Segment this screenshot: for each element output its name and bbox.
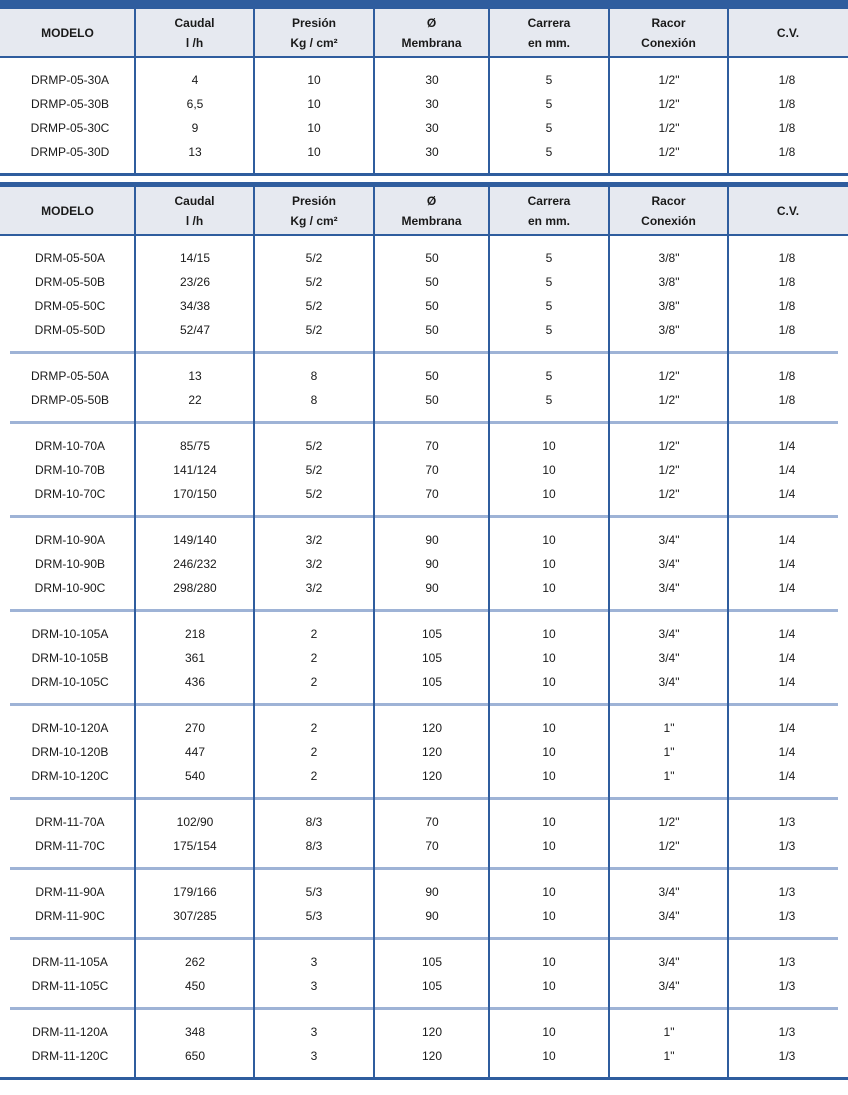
cell-racor: 1" [663, 745, 675, 759]
cell-cv: 1/3 [778, 909, 796, 923]
cell-carrera: 10 [542, 675, 556, 689]
cell-cv: 1/4 [778, 581, 796, 595]
header-presion-line: Kg / cm² [290, 213, 338, 228]
cell-cv: 1/4 [778, 769, 796, 783]
cell-presion: 3 [310, 979, 318, 993]
table-row [0, 246, 848, 270]
cell-caudal: 102/90 [176, 815, 214, 829]
cell-modelo: DRMP-05-30C [30, 121, 110, 135]
cell-modelo: DRM-10-120C [31, 769, 109, 783]
column-divider [608, 187, 610, 1077]
cell-membrana: 70 [425, 439, 439, 453]
cell-carrera: 10 [542, 651, 556, 665]
cell-modelo: DRM-11-120A [32, 1025, 108, 1039]
header-cv-line: C.V. [776, 203, 800, 218]
table-row [0, 388, 848, 412]
header-caudal-line: l /h [185, 35, 204, 50]
cell-presion: 10 [307, 97, 321, 111]
cell-carrera: 10 [542, 463, 556, 477]
bottom-border [0, 173, 848, 176]
table-row [0, 646, 848, 670]
cell-modelo: DRMP-05-30A [30, 73, 110, 87]
table-row [0, 482, 848, 506]
header-carrera-line: en mm. [527, 35, 570, 50]
cell-racor: 1/2" [658, 73, 680, 87]
column-divider [253, 187, 255, 1077]
cell-caudal: 262 [184, 955, 206, 969]
cell-caudal: 218 [184, 627, 206, 641]
cell-presion: 3/2 [305, 533, 323, 547]
cell-caudal: 14/15 [179, 251, 211, 265]
header-membrana-line: Membrana [401, 213, 462, 228]
cell-cv: 1/3 [778, 955, 796, 969]
cell-racor: 1/2" [658, 839, 680, 853]
header-membrana [374, 9, 489, 56]
table-row [0, 622, 848, 646]
cell-racor: 1/2" [658, 487, 680, 501]
cell-carrera: 10 [542, 745, 556, 759]
cell-presion: 5/2 [305, 275, 323, 289]
cell-modelo: DRM-11-70C [35, 839, 105, 853]
cell-membrana: 120 [421, 1025, 443, 1039]
cell-membrana: 90 [425, 533, 439, 547]
cell-membrana: 90 [425, 557, 439, 571]
cell-cv: 1/4 [778, 627, 796, 641]
cell-cv: 1/3 [778, 979, 796, 993]
cell-presion: 10 [307, 73, 321, 87]
bottom-border [0, 1077, 848, 1080]
cell-carrera: 5 [545, 121, 553, 135]
cell-carrera: 10 [542, 557, 556, 571]
cell-cv: 1/3 [778, 885, 796, 899]
cell-cv: 1/4 [778, 439, 796, 453]
cell-presion: 5/3 [305, 909, 323, 923]
cell-racor: 3/4" [658, 627, 680, 641]
cell-modelo: DRM-11-70A [35, 815, 105, 829]
cell-cv: 1/4 [778, 557, 796, 571]
cell-carrera: 5 [545, 251, 553, 265]
cell-racor: 3/8" [658, 275, 680, 289]
header-modelo-line: MODELO [41, 25, 94, 40]
cell-carrera: 10 [542, 885, 556, 899]
cell-racor: 1/2" [658, 145, 680, 159]
cell-modelo: DRM-10-90B [34, 557, 106, 571]
cell-membrana: 70 [425, 463, 439, 477]
table-row [0, 528, 848, 552]
cell-racor: 1/2" [658, 97, 680, 111]
table-row [0, 116, 848, 140]
header-presion [254, 9, 374, 56]
cell-carrera: 10 [542, 581, 556, 595]
cell-cv: 1/8 [778, 323, 796, 337]
cell-cv: 1/4 [778, 745, 796, 759]
cell-carrera: 5 [545, 275, 553, 289]
cell-modelo: DRM-10-120B [31, 745, 109, 759]
cell-membrana: 50 [425, 369, 439, 383]
table-row [0, 68, 848, 92]
header-cv-line: C.V. [776, 25, 800, 40]
cell-carrera: 10 [542, 439, 556, 453]
cell-caudal: 34/38 [179, 299, 211, 313]
table-row [0, 318, 848, 342]
header-racor-line: Racor [651, 15, 686, 30]
cell-racor: 3/4" [658, 909, 680, 923]
cell-modelo: DRM-05-50A [34, 251, 106, 265]
header-carrera [489, 9, 609, 56]
cell-carrera: 10 [542, 533, 556, 547]
header-carrera-line: Carrera [527, 193, 571, 208]
cell-carrera: 5 [545, 393, 553, 407]
cell-caudal: 540 [184, 769, 206, 783]
cell-caudal: 175/154 [173, 839, 217, 853]
cell-racor: 3/4" [658, 675, 680, 689]
table-row [0, 740, 848, 764]
cell-caudal: 307/285 [173, 909, 217, 923]
table-row [0, 270, 848, 294]
cell-carrera: 10 [542, 721, 556, 735]
cell-membrana: 105 [421, 955, 443, 969]
cell-cv: 1/8 [778, 275, 796, 289]
header-modelo [0, 9, 135, 56]
cell-modelo: DRMP-05-50A [30, 369, 110, 383]
cell-carrera: 10 [542, 487, 556, 501]
cell-modelo: DRM-11-90C [35, 909, 105, 923]
cell-caudal: 6,5 [186, 97, 204, 111]
header-caudal-line: Caudal [174, 193, 215, 208]
cell-racor: 1" [663, 1049, 675, 1063]
cell-carrera: 10 [542, 955, 556, 969]
cell-membrana: 90 [425, 581, 439, 595]
header-presion-line: Presión [291, 15, 336, 30]
cell-modelo: DRM-05-50B [34, 275, 106, 289]
cell-presion: 3/2 [305, 557, 323, 571]
cell-presion: 2 [310, 721, 318, 735]
cell-racor: 3/8" [658, 323, 680, 337]
cell-caudal: 85/75 [179, 439, 211, 453]
table-row [0, 140, 848, 164]
cell-cv: 1/4 [778, 487, 796, 501]
cell-cv: 1/8 [778, 299, 796, 313]
cell-membrana: 30 [425, 97, 439, 111]
cell-presion: 5/2 [305, 487, 323, 501]
cell-presion: 2 [310, 627, 318, 641]
cell-cv: 1/4 [778, 721, 796, 735]
cell-modelo: DRMP-05-30B [30, 97, 110, 111]
cell-racor: 1" [663, 721, 675, 735]
header-membrana [374, 187, 489, 234]
cell-racor: 1" [663, 1025, 675, 1039]
cell-carrera: 10 [542, 909, 556, 923]
cell-membrana: 105 [421, 627, 443, 641]
cell-modelo: DRM-10-120A [31, 721, 109, 735]
header-membrana-line: Ø [426, 193, 437, 208]
cell-cv: 1/4 [778, 675, 796, 689]
cell-racor: 1/2" [658, 121, 680, 135]
cell-caudal: 52/47 [179, 323, 211, 337]
cell-caudal: 447 [184, 745, 206, 759]
cell-modelo: DRMP-05-50B [30, 393, 110, 407]
cell-carrera: 5 [545, 145, 553, 159]
column-divider [373, 9, 375, 173]
cell-carrera: 10 [542, 839, 556, 853]
cell-modelo: DRM-11-105A [32, 955, 108, 969]
table-row [0, 974, 848, 998]
cell-presion: 8 [310, 369, 318, 383]
cell-caudal: 13 [188, 369, 202, 383]
cell-caudal: 650 [184, 1049, 206, 1063]
cell-caudal: 141/124 [173, 463, 217, 477]
column-divider [253, 9, 255, 173]
cell-racor: 1/2" [658, 463, 680, 477]
cell-carrera: 10 [542, 979, 556, 993]
header-carrera-line: Carrera [527, 15, 571, 30]
cell-presion: 5/2 [305, 251, 323, 265]
cell-racor: 3/4" [658, 955, 680, 969]
cell-carrera: 10 [542, 1049, 556, 1063]
cell-carrera: 5 [545, 97, 553, 111]
cell-modelo: DRM-05-50C [34, 299, 106, 313]
table-row [0, 834, 848, 858]
cell-presion: 5/3 [305, 885, 323, 899]
cell-caudal: 149/140 [173, 533, 217, 547]
cell-racor: 1/2" [658, 369, 680, 383]
cell-caudal: 9 [191, 121, 199, 135]
cell-carrera: 10 [542, 769, 556, 783]
header-presion-line: Kg / cm² [290, 35, 338, 50]
cell-membrana: 70 [425, 487, 439, 501]
cell-racor: 3/4" [658, 979, 680, 993]
cell-modelo: DRM-10-105B [31, 651, 109, 665]
header-carrera [489, 187, 609, 234]
header-caudal [135, 9, 254, 56]
cell-presion: 2 [310, 769, 318, 783]
column-divider [608, 9, 610, 173]
cell-cv: 1/4 [778, 533, 796, 547]
table-row [0, 294, 848, 318]
table-row [0, 904, 848, 928]
header-caudal-line: Caudal [174, 15, 215, 30]
cell-presion: 8/3 [305, 839, 323, 853]
header-caudal [135, 187, 254, 234]
cell-cv: 1/3 [778, 815, 796, 829]
cell-racor: 1/2" [658, 815, 680, 829]
table-row [0, 764, 848, 788]
cell-racor: 1/2" [658, 439, 680, 453]
cell-caudal: 270 [184, 721, 206, 735]
cell-carrera: 5 [545, 73, 553, 87]
cell-carrera: 5 [545, 323, 553, 337]
cell-carrera: 5 [545, 369, 553, 383]
cell-membrana: 50 [425, 275, 439, 289]
header-row [0, 187, 848, 234]
table-row [0, 716, 848, 740]
header-membrana-line: Membrana [401, 35, 462, 50]
header-presion-line: Presión [291, 193, 336, 208]
cell-modelo: DRM-10-105C [31, 675, 109, 689]
header-racor-line: Conexión [641, 35, 696, 50]
cell-caudal: 361 [184, 651, 206, 665]
cell-caudal: 246/232 [173, 557, 217, 571]
cell-presion: 5/2 [305, 299, 323, 313]
cell-presion: 10 [307, 121, 321, 135]
cell-caudal: 348 [184, 1025, 206, 1039]
cell-cv: 1/8 [778, 145, 796, 159]
cell-membrana: 105 [421, 675, 443, 689]
cell-membrana: 50 [425, 323, 439, 337]
table-row [0, 458, 848, 482]
cell-modelo: DRM-11-120C [31, 1049, 109, 1063]
cell-membrana: 70 [425, 815, 439, 829]
cell-racor: 3/8" [658, 299, 680, 313]
cell-presion: 5/2 [305, 463, 323, 477]
cell-cv: 1/8 [778, 251, 796, 265]
cell-caudal: 4 [191, 73, 199, 87]
header-cv [728, 187, 848, 234]
cell-modelo: DRM-10-90A [34, 533, 106, 547]
column-divider [488, 187, 490, 1077]
cell-caudal: 170/150 [173, 487, 217, 501]
header-carrera-line: en mm. [527, 213, 570, 228]
header-modelo-line: MODELO [41, 203, 94, 218]
cell-racor: 3/4" [658, 651, 680, 665]
cell-racor: 3/4" [658, 533, 680, 547]
cell-carrera: 10 [542, 1025, 556, 1039]
column-divider [727, 187, 729, 1077]
column-divider [134, 187, 136, 1077]
header-racor [609, 187, 728, 234]
cell-membrana: 70 [425, 839, 439, 853]
cell-presion: 3 [310, 955, 318, 969]
table-row [0, 1020, 848, 1044]
cell-membrana: 90 [425, 885, 439, 899]
cell-cv: 1/4 [778, 651, 796, 665]
header-racor-line: Conexión [641, 213, 696, 228]
cell-presion: 10 [307, 145, 321, 159]
table-row [0, 552, 848, 576]
table-row [0, 950, 848, 974]
cell-modelo: DRM-10-70B [34, 463, 106, 477]
cell-membrana: 50 [425, 299, 439, 313]
table-row [0, 880, 848, 904]
cell-cv: 1/3 [778, 1049, 796, 1063]
cell-membrana: 105 [421, 651, 443, 665]
cell-membrana: 120 [421, 721, 443, 735]
table-row [0, 1044, 848, 1068]
cell-cv: 1/3 [778, 1025, 796, 1039]
cell-membrana: 120 [421, 1049, 443, 1063]
cell-modelo: DRM-11-105C [31, 979, 109, 993]
cell-presion: 2 [310, 675, 318, 689]
cell-membrana: 30 [425, 145, 439, 159]
cell-membrana: 105 [421, 979, 443, 993]
cell-membrana: 120 [421, 769, 443, 783]
cell-caudal: 179/166 [173, 885, 217, 899]
table-row [0, 810, 848, 834]
cell-membrana: 90 [425, 909, 439, 923]
cell-presion: 2 [310, 745, 318, 759]
cell-modelo: DRM-11-90A [35, 885, 105, 899]
header-cv [728, 9, 848, 56]
table-row [0, 576, 848, 600]
cell-carrera: 10 [542, 627, 556, 641]
cell-caudal: 22 [188, 393, 202, 407]
cell-membrana: 120 [421, 745, 443, 759]
cell-presion: 3/2 [305, 581, 323, 595]
cell-presion: 8 [310, 393, 318, 407]
cell-cv: 1/4 [778, 463, 796, 477]
column-divider [727, 9, 729, 173]
cell-presion: 8/3 [305, 815, 323, 829]
cell-membrana: 50 [425, 251, 439, 265]
cell-cv: 1/3 [778, 839, 796, 853]
header-bottom-border [0, 56, 848, 58]
header-row [0, 9, 848, 56]
cell-carrera: 5 [545, 299, 553, 313]
cell-presion: 2 [310, 651, 318, 665]
header-bottom-border [0, 234, 848, 236]
column-divider [134, 9, 136, 173]
cell-presion: 3 [310, 1025, 318, 1039]
cell-cv: 1/8 [778, 73, 796, 87]
cell-modelo: DRM-10-90C [34, 581, 106, 595]
cell-presion: 5/2 [305, 323, 323, 337]
table-row [0, 364, 848, 388]
header-racor [609, 9, 728, 56]
cell-cv: 1/8 [778, 393, 796, 407]
cell-modelo: DRM-10-70C [34, 487, 106, 501]
cell-caudal: 23/26 [179, 275, 211, 289]
cell-modelo: DRM-10-105A [31, 627, 109, 641]
header-modelo [0, 187, 135, 234]
cell-racor: 1" [663, 769, 675, 783]
cell-modelo: DRM-05-50D [34, 323, 106, 337]
cell-caudal: 13 [188, 145, 202, 159]
cell-caudal: 450 [184, 979, 206, 993]
header-membrana-line: Ø [426, 15, 437, 30]
cell-membrana: 30 [425, 73, 439, 87]
cell-cv: 1/8 [778, 97, 796, 111]
cell-racor: 3/8" [658, 251, 680, 265]
cell-presion: 5/2 [305, 439, 323, 453]
table-row [0, 670, 848, 694]
cell-caudal: 298/280 [173, 581, 217, 595]
top-border [0, 0, 848, 9]
header-racor-line: Racor [651, 193, 686, 208]
cell-racor: 3/4" [658, 557, 680, 571]
table-row [0, 92, 848, 116]
column-divider [373, 187, 375, 1077]
table-drm-series [0, 182, 848, 1080]
cell-membrana: 50 [425, 393, 439, 407]
header-presion [254, 187, 374, 234]
header-caudal-line: l /h [185, 213, 204, 228]
cell-membrana: 30 [425, 121, 439, 135]
cell-racor: 3/4" [658, 581, 680, 595]
column-divider [488, 9, 490, 173]
cell-cv: 1/8 [778, 369, 796, 383]
cell-carrera: 10 [542, 815, 556, 829]
cell-modelo: DRM-10-70A [34, 439, 106, 453]
table-row [0, 434, 848, 458]
cell-racor: 3/4" [658, 885, 680, 899]
cell-caudal: 436 [184, 675, 206, 689]
table-drmp-05-30 [0, 0, 848, 176]
cell-cv: 1/8 [778, 121, 796, 135]
cell-modelo: DRMP-05-30D [30, 145, 110, 159]
cell-racor: 1/2" [658, 393, 680, 407]
cell-presion: 3 [310, 1049, 318, 1063]
